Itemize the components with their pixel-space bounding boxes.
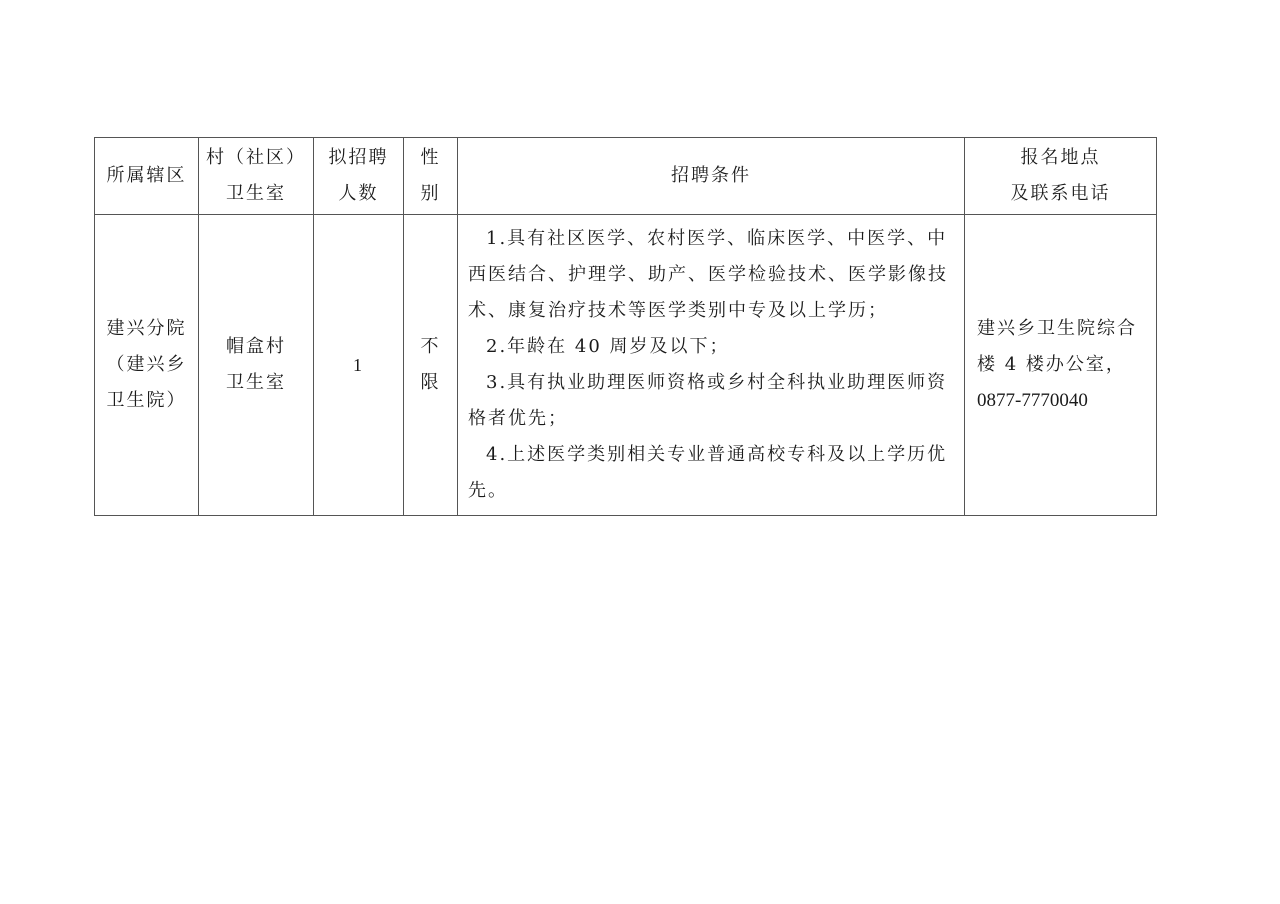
gender-line1: 不 xyxy=(420,336,441,357)
cell-count: 1 xyxy=(314,215,404,516)
district-line3: 卫生院） xyxy=(106,390,187,411)
header-gender xyxy=(404,138,458,215)
cell-district xyxy=(95,215,199,516)
header-count-line2: 人数 xyxy=(338,183,379,204)
header-row xyxy=(95,138,1157,215)
district-line2: （建兴乡 xyxy=(106,354,187,375)
cell-contact xyxy=(965,215,1157,516)
recruitment-table xyxy=(94,137,1157,516)
header-clinic-line1: 村（社区） xyxy=(206,147,306,168)
condition-item-3: 3.具有执业助理医师资格或乡村全科执业助理医师资格者优先； xyxy=(468,372,948,429)
table-row xyxy=(95,215,1157,516)
header-contact xyxy=(965,138,1157,215)
district-line1: 建兴分院 xyxy=(106,318,187,339)
header-clinic xyxy=(199,138,314,215)
header-conditions: 招聘条件 xyxy=(458,138,965,215)
cell-conditions xyxy=(458,215,965,516)
header-clinic-line2: 卫生室 xyxy=(226,183,286,204)
condition-item-4: 4.上述医学类别相关专业普通高校专科及以上学历优先。 xyxy=(468,444,948,501)
contact-address-line2: 楼 4 楼办公室， xyxy=(977,354,1126,375)
condition-item-2: 2.年龄在 40 周岁及以下； xyxy=(486,336,730,357)
clinic-line2: 卫生室 xyxy=(226,372,286,393)
header-contact-line1: 报名地点 xyxy=(1020,147,1101,168)
condition-item-1: 1.具有社区医学、农村医学、临床医学、中医学、中西医结合、护理学、助产、医学检验技术、医学影像技术、康复治疗技术等医学类别中专及以上学历； xyxy=(468,228,948,321)
header-count-line1: 拟招聘 xyxy=(328,147,389,168)
cell-clinic xyxy=(199,215,314,516)
header-district: 所属辖区 xyxy=(95,138,199,215)
header-contact-line2: 及联系电话 xyxy=(1010,183,1111,204)
header-count xyxy=(314,138,404,215)
cell-gender xyxy=(404,215,458,516)
clinic-line1: 帽盒村 xyxy=(226,336,286,357)
header-gender-line1: 性 xyxy=(420,147,441,168)
contact-phone: 0877-7770040 xyxy=(977,390,1088,411)
contact-address-line1: 建兴乡卫生院综合 xyxy=(977,318,1137,339)
header-gender-line2: 别 xyxy=(420,183,441,204)
gender-line2: 限 xyxy=(420,372,441,393)
